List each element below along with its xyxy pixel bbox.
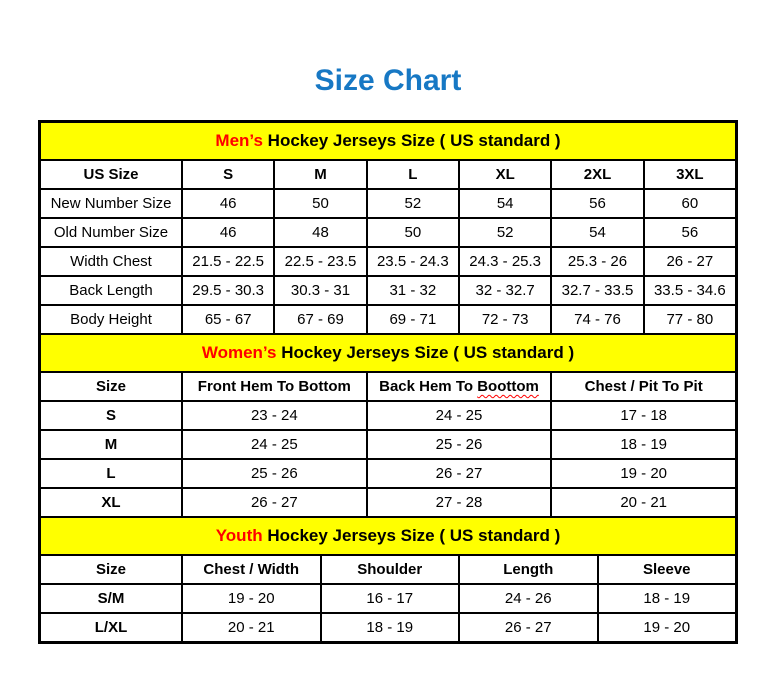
value-cell: 18 - 19 [322,614,459,641]
section-band-mens [41,123,735,159]
value-cell: 52 [368,190,458,217]
value-cell: 20 - 21 [183,614,320,641]
band-highlight-womens: Women’s [201,343,277,363]
value-cell: 19 - 20 [599,614,736,641]
section-mens [41,123,735,333]
section-band-womens [41,335,735,371]
row-label: M [41,431,181,458]
value-cell: 27 - 28 [368,489,551,516]
value-cell: 16 - 17 [322,585,459,612]
value-cell: 32.7 - 33.5 [552,277,642,304]
value-cell: 32 - 32.7 [460,277,550,304]
value-cell: 52 [460,219,550,246]
value-cell: 24 - 25 [183,431,366,458]
value-cell: 54 [460,190,550,217]
value-cell: 24 - 25 [368,402,551,429]
value-cell: 25 - 26 [368,431,551,458]
value-cell: 77 - 80 [645,306,735,333]
band-highlight-youth: Youth [215,526,263,546]
row-label: Old Number Size [41,219,181,246]
row-label: Back Length [41,277,181,304]
value-cell: 30.3 - 31 [275,277,365,304]
column-header: Front Hem To Bottom [183,373,366,400]
band-highlight-mens: Men’s [215,131,263,151]
band-text-youth: Hockey Jerseys Size ( US standard ) [262,526,561,546]
row-label: Body Height [41,306,181,333]
column-header: M [275,161,365,188]
value-cell: 74 - 76 [552,306,642,333]
row-label: L [41,460,181,487]
value-cell: 23.5 - 24.3 [368,248,458,275]
row-label: L/XL [41,614,181,641]
value-cell: 19 - 20 [552,460,735,487]
value-cell: 56 [552,190,642,217]
value-cell: 31 - 32 [368,277,458,304]
column-header: Length [460,556,597,583]
value-cell: 65 - 67 [183,306,273,333]
value-cell: 24.3 - 25.3 [460,248,550,275]
value-cell: 67 - 69 [275,306,365,333]
value-cell: 24 - 26 [460,585,597,612]
value-cell: 20 - 21 [552,489,735,516]
size-chart-table [38,120,738,644]
section-womens [41,335,735,516]
column-header: Chest / Pit To Pit [552,373,735,400]
row-label: New Number Size [41,190,181,217]
column-header: Shoulder [322,556,459,583]
column-header-text: Back Hem To [379,377,478,395]
value-cell: 25.3 - 26 [552,248,642,275]
column-header: Size [41,373,181,400]
column-header-misspelled [368,373,551,400]
value-cell: 56 [645,219,735,246]
value-cell: 19 - 20 [183,585,320,612]
misspelled-word: Boottom [477,377,539,395]
band-text-womens: Hockey Jerseys Size ( US standard ) [276,343,575,363]
row-label: S/M [41,585,181,612]
value-cell: 26 - 27 [183,489,366,516]
row-label: Width Chest [41,248,181,275]
value-cell: 23 - 24 [183,402,366,429]
column-header: Size [41,556,181,583]
value-cell: 26 - 27 [645,248,735,275]
column-header: S [183,161,273,188]
row-label: S [41,402,181,429]
column-header: XL [460,161,550,188]
value-cell: 72 - 73 [460,306,550,333]
value-cell: 26 - 27 [368,460,551,487]
section-youth [41,518,735,641]
value-cell: 18 - 19 [552,431,735,458]
section-band-youth [41,518,735,554]
value-cell: 50 [368,219,458,246]
value-cell: 69 - 71 [368,306,458,333]
value-cell: 17 - 18 [552,402,735,429]
value-cell: 29.5 - 30.3 [183,277,273,304]
column-header: L [368,161,458,188]
band-text-mens: Hockey Jerseys Size ( US standard ) [262,131,561,151]
value-cell: 60 [645,190,735,217]
value-cell: 21.5 - 22.5 [183,248,273,275]
page-title: Size Chart [314,64,462,97]
value-cell: 48 [275,219,365,246]
column-header: US Size [41,161,181,188]
column-header: 3XL [645,161,735,188]
value-cell: 54 [552,219,642,246]
value-cell: 25 - 26 [183,460,366,487]
value-cell: 22.5 - 23.5 [275,248,365,275]
column-header: Sleeve [599,556,736,583]
value-cell: 18 - 19 [599,585,736,612]
column-header: 2XL [552,161,642,188]
value-cell: 33.5 - 34.6 [645,277,735,304]
column-header: Chest / Width [183,556,320,583]
value-cell: 50 [275,190,365,217]
row-label: XL [41,489,181,516]
value-cell: 46 [183,219,273,246]
value-cell: 26 - 27 [460,614,597,641]
value-cell: 46 [183,190,273,217]
